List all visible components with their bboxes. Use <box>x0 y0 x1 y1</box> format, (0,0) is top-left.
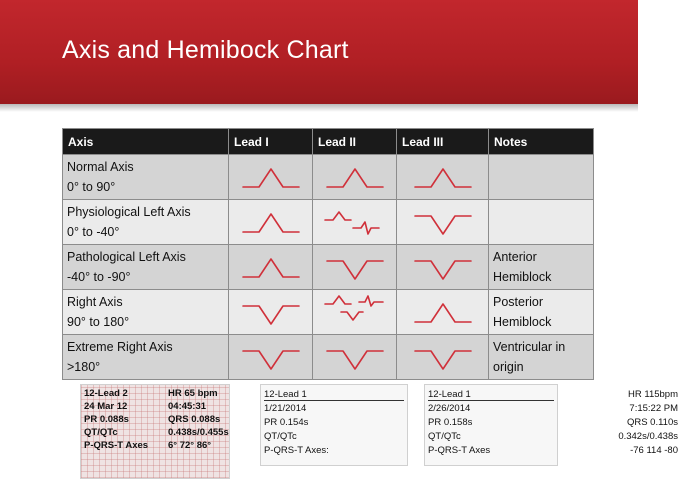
ecg-waveform-inverted <box>411 247 475 287</box>
axis-name: Physiological Left Axis <box>67 205 191 219</box>
lead-ii-waveform <box>313 245 397 290</box>
lead-iii-waveform <box>397 335 489 380</box>
notes-line-2: Hemiblock <box>493 315 552 329</box>
lead-i-waveform <box>229 155 313 200</box>
axis-cell <box>63 245 229 290</box>
lead-iii-waveform <box>397 290 489 335</box>
ecg-waveform-inverted <box>239 337 303 377</box>
axis-name: Pathological Left Axis <box>67 250 186 264</box>
ecg-waveform-inverted <box>323 247 387 287</box>
table-header-row <box>63 129 594 155</box>
snippet-row: PR 0.154s <box>264 417 309 428</box>
lead-ii-waveform <box>313 290 397 335</box>
axis-range: -40° to -90° <box>67 270 131 284</box>
notes-cell <box>489 200 594 245</box>
table-row <box>63 335 594 380</box>
lead-i-waveform <box>229 335 313 380</box>
lead-iii-waveform <box>397 200 489 245</box>
snippet-row: PR 0.088s QRS 0.088s <box>84 414 221 425</box>
axis-name: Normal Axis <box>67 160 134 174</box>
snippet-row: 24 Mar 12 04:45:31 <box>84 401 207 412</box>
ecg-waveform-upright <box>411 292 475 332</box>
ecg-snippets <box>0 382 678 479</box>
notes-line-1: Anterior <box>493 250 537 264</box>
notes-line-1: Posterior <box>493 295 544 309</box>
axis-range: 0° to -40° <box>67 225 120 239</box>
axis-cell <box>63 155 229 200</box>
lead-iii-waveform <box>397 245 489 290</box>
snippet-row: QT/QTc <box>264 431 297 442</box>
ecg-waveform-upright <box>411 157 475 197</box>
snippet-row: 12-Lead 1 <box>264 389 404 401</box>
ecg-waveform-upright <box>239 157 303 197</box>
ecg-waveform-upright <box>239 247 303 287</box>
snippet-row: QT/QTc 0.438s/0.455s <box>84 427 229 438</box>
title-shadow <box>0 104 638 112</box>
ecg-snippet-image <box>260 384 408 466</box>
snippet-row: 12-Lead 1 HR 115bpm <box>428 389 678 400</box>
snippet-row: P-QRS-T Axes -76 114 -80 <box>428 445 678 456</box>
ecg-waveform-inverted <box>411 337 475 377</box>
ecg-waveform-inverted <box>411 202 475 242</box>
ecg-snippet-image <box>80 384 230 479</box>
snippet-row: P-QRS-T Axes: <box>264 445 329 456</box>
header-axis: Axis <box>63 129 229 155</box>
table-row <box>63 200 594 245</box>
axis-range: 90° to 180° <box>67 315 130 329</box>
axis-range: 0° to 90° <box>67 180 116 194</box>
table-row <box>63 290 594 335</box>
ecg-snippet-image <box>424 384 678 466</box>
ecg-waveform-inverted <box>239 292 303 332</box>
ecg-waveform-inverted <box>323 337 387 377</box>
axis-name: Right Axis <box>67 295 123 309</box>
notes-cell <box>489 245 594 290</box>
lead-ii-waveform <box>313 200 397 245</box>
notes-cell <box>489 155 594 200</box>
ecg-waveform-upright <box>323 157 387 197</box>
header-lead-iii: Lead III <box>397 129 489 155</box>
axis-name: Extreme Right Axis <box>67 340 173 354</box>
table-row <box>63 155 594 200</box>
lead-i-waveform <box>229 200 313 245</box>
lead-ii-waveform <box>313 335 397 380</box>
slide-title: Axis and Hemibock Chart <box>62 36 349 64</box>
ecg-waveform-biphasic <box>323 202 387 242</box>
snippet-row: PR 0.158s QRS 0.110s <box>428 417 678 428</box>
header-lead-ii: Lead II <box>313 129 397 155</box>
lead-i-waveform <box>229 290 313 335</box>
table-row <box>63 245 594 290</box>
axis-cell <box>63 290 229 335</box>
axis-cell <box>63 335 229 380</box>
axis-hemiblock-table <box>62 128 594 380</box>
lead-iii-waveform <box>397 155 489 200</box>
title-bar <box>0 0 638 104</box>
snippet-row: 2/26/2014 7:15:22 PM <box>428 403 678 414</box>
ecg-waveform-upright <box>239 202 303 242</box>
ecg-waveform-biphasic-inverted <box>323 292 387 332</box>
axis-range: >180° <box>67 360 101 374</box>
snippet-row: 1/21/2014 <box>264 403 307 414</box>
notes-line-2: origin <box>493 360 524 374</box>
lead-ii-waveform <box>313 155 397 200</box>
notes-line-2: Hemiblock <box>493 270 552 284</box>
lead-i-waveform <box>229 245 313 290</box>
header-lead-i: Lead I <box>229 129 313 155</box>
header-notes: Notes <box>489 129 594 155</box>
notes-cell <box>489 290 594 335</box>
snippet-row: 12-Lead 2 HR 65 bpm <box>84 388 218 399</box>
snippet-row: P-QRS-T Axes 6° 72° 86° <box>84 440 212 451</box>
notes-line-1: Ventricular in <box>493 340 566 354</box>
axis-cell <box>63 200 229 245</box>
notes-cell <box>489 335 594 380</box>
snippet-row: QT/QTc 0.342s/0.438s <box>428 431 678 442</box>
